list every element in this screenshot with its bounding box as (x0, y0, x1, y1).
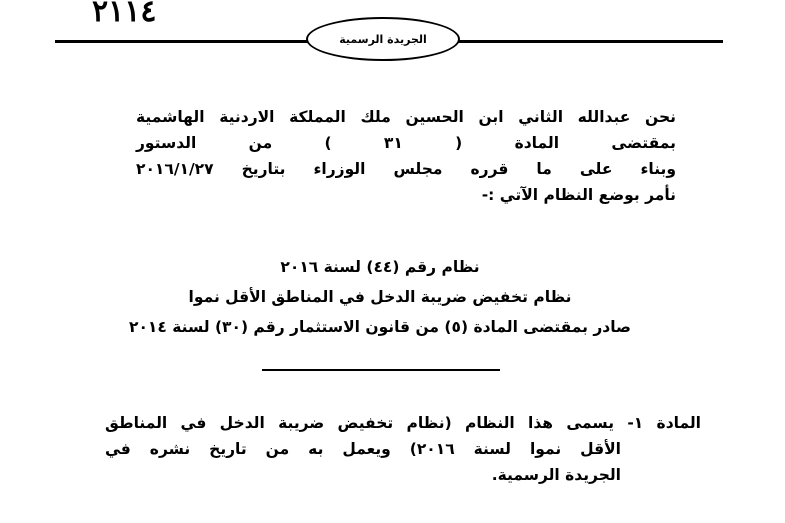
preamble-line-cabinet: وبناء على ما قرره مجلس الوزراء بتاريخ ٢٠١٦/١/٢٧ (136, 160, 676, 178)
preamble-line-king: نحن عبدالله الثاني ابن الحسين ملك المملكة الاردنية الهاشمية (136, 108, 676, 126)
gazette-masthead (306, 17, 460, 61)
regulation-number: نظام رقم (٤٤) لسنة ٢٠١٦ (280, 258, 480, 276)
preamble (136, 104, 676, 208)
preamble-line-constitution: بمقتضى المادة ( ٣١ ) من الدستور (136, 134, 676, 152)
article-1-line-2: الأقل نموا لسنة ٢٠١٦) ويعمل به من تاريخ نشره في (105, 440, 621, 458)
regulation-title: نظام تخفيض ضريبة الدخل في المناطق الأقل نموا (188, 288, 572, 306)
regulation-title-block (100, 252, 660, 342)
gazette-name: الجريدة الرسمية (339, 32, 427, 46)
section-divider (262, 369, 500, 371)
preamble-line-order: نأمر بوضع النظام الآتي :- (481, 186, 676, 204)
regulation-issued-under: صادر بمقتضى المادة (٥) من قانون الاستثمار رقم (٣٠) لسنة ٢٠١٤ (128, 318, 632, 336)
article-1-line-1: المادة ١- يسمى هذا النظام (نظام تخفيض ضريبة الدخل في المناطق (105, 414, 701, 432)
page-number: ٢١١٤ (92, 0, 157, 29)
article-1 (105, 410, 701, 488)
article-1-line-3: الجريدة الرسمية. (491, 466, 621, 484)
